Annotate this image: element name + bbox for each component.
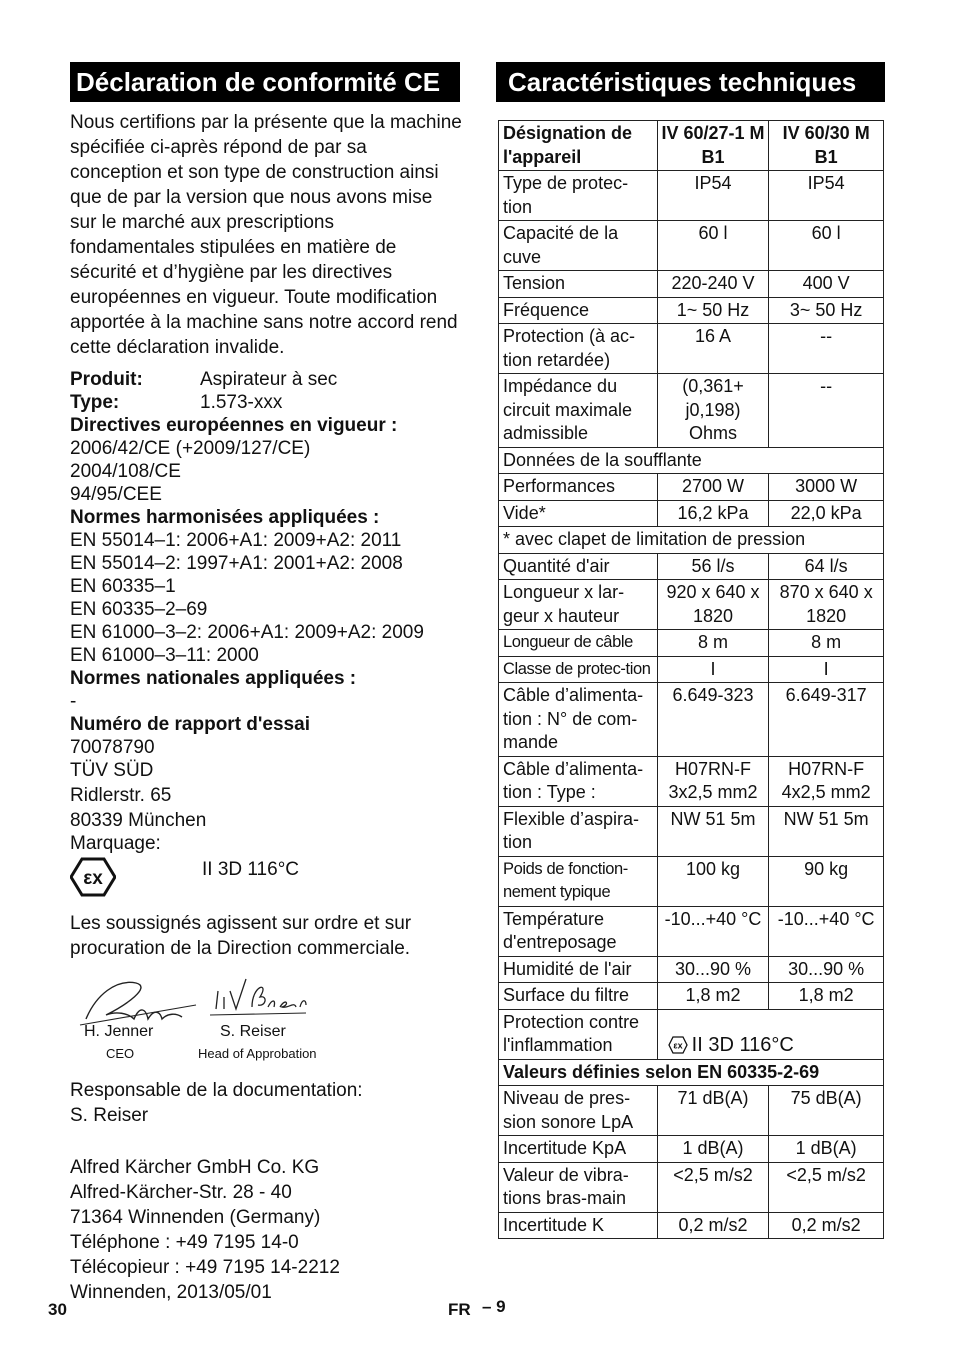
table-label-cell: Protection contre l'inflammation [499, 1009, 658, 1059]
directive-item: 2004/108/CE [70, 461, 181, 482]
table-span-cell: Valeurs définies selon EN 60335-2-69 [499, 1059, 884, 1086]
table-label-cell: Câble d’alimenta-tion : Type : [499, 756, 658, 806]
table-header-cell: IV 60/27-1 M B1 [657, 121, 769, 171]
table-row [499, 1212, 884, 1239]
table-row [499, 1059, 884, 1086]
directive-item: 94/95/CEE [70, 484, 162, 505]
product-value: Aspirateur à sec [200, 369, 338, 390]
ex-hexagon-icon [668, 1036, 688, 1054]
table-value-cell: 3000 W [769, 474, 884, 501]
standard-item: EN 55014–1: 2006+A1: 2009+A2: 2011 [70, 530, 402, 551]
address-line: Winnenden, 2013/05/01 [70, 1282, 272, 1303]
table-label-cell: Surface du filtre [499, 983, 658, 1010]
declaration-title: Déclaration de conformité CE [70, 62, 460, 102]
table-row [499, 1162, 884, 1212]
table-label-cell: Fréquence [499, 297, 658, 324]
table-label-cell: Longueur de câble [499, 630, 658, 657]
table-row [499, 806, 884, 856]
table-value-cell: 60 l [769, 221, 884, 271]
table-value-cell: 16 A [657, 324, 769, 374]
table-value-cell: IP54 [657, 171, 769, 221]
ignition-protection-value: II 3D 116°C [691, 1034, 794, 1056]
table-value-cell: 30...90 % [769, 956, 884, 983]
table-row [499, 500, 884, 527]
table-value-cell: 870 x 640 x 1820 [769, 580, 884, 630]
table-row [499, 856, 884, 906]
table-value-cell: 1,8 m2 [657, 983, 769, 1010]
language-code: FR [448, 1300, 471, 1319]
report-line: Ridlerstr. 65 [70, 785, 172, 806]
report-label: Numéro de rapport d'essai [70, 714, 310, 735]
table-value-cell: 400 V [769, 271, 884, 298]
declaration-column [70, 110, 462, 1305]
table-value-cell: I [657, 656, 769, 683]
table-label-cell: Performances [499, 474, 658, 501]
table-value-cell: H07RN-F 3x2,5 mm2 [657, 756, 769, 806]
type-label: Type: [70, 392, 120, 413]
specs-table [498, 120, 884, 1239]
report-line: TÜV SÜD [70, 760, 154, 781]
table-value-cell: -10...+40 °C [769, 906, 884, 956]
marking-row [70, 857, 462, 901]
table-value-cell: 75 dB(A) [769, 1086, 884, 1136]
table-header-cell: IV 60/30 M B1 [769, 121, 884, 171]
type-row [70, 391, 462, 414]
table-label-cell: Vide* [499, 500, 658, 527]
page-number-right: – 9 [482, 1297, 506, 1316]
page-number-left: 30 [48, 1300, 67, 1319]
table-value-cell: 1,8 m2 [769, 983, 884, 1010]
type-value: 1.573-xxx [200, 392, 283, 413]
table-label-cell: Poids de fonction-nement typique [499, 856, 658, 906]
signatory-role: CEO [106, 1046, 135, 1061]
product-label: Produit: [70, 369, 143, 390]
table-row [499, 324, 884, 374]
table-value-cell: 0,2 m/s2 [769, 1212, 884, 1239]
table-label-cell: Incertitude K [499, 1212, 658, 1239]
table-header-row [499, 121, 884, 171]
report-line: 80339 München [70, 810, 207, 831]
address-line: Téléphone : +49 7195 14-0 [70, 1232, 299, 1253]
doc-person: S. Reiser [70, 1105, 149, 1126]
table-row [499, 906, 884, 956]
table-row [499, 171, 884, 221]
table-value-cell: 1 dB(A) [657, 1136, 769, 1163]
standard-item: EN 61000–3–2: 2006+A1: 2009+A2: 2009 [70, 622, 424, 643]
table-value-cell: 22,0 kPa [769, 500, 884, 527]
table-value-cell: <2,5 m/s2 [657, 1162, 769, 1212]
directive-item: 2006/42/CE (+2009/127/CE) [70, 438, 311, 459]
table-span-cell: * avec clapet de limitation de pression [499, 527, 884, 554]
table-label-cell: Tension [499, 271, 658, 298]
table-value-cell: 0,2 m/s2 [657, 1212, 769, 1239]
table-row [499, 1086, 884, 1136]
table-value-cell: H07RN-F 4x2,5 mm2 [769, 756, 884, 806]
table-row [499, 271, 884, 298]
table-value-cell: <2,5 m/s2 [769, 1162, 884, 1212]
national-value: - [70, 691, 77, 712]
standard-item: EN 61000–3–11: 2000 [70, 645, 259, 666]
table-value-cell: NW 51 5m [657, 806, 769, 856]
table-row [499, 553, 884, 580]
intro-paragraph: Nous certifions par la présente que la machine spécifiée ci-après répond de par sa conception et son type de construction ainsi que de par la version que nous avons mise sur le marché aux prescriptions fondamentales stipulées en matière de sécurité et d’hygiène par les directives européennes en vigueur. Toute modification apportée à la machine sans notre accord rend cette déclaration invalide. [70, 112, 462, 358]
table-row [499, 474, 884, 501]
address-line: Télécopieur : +49 7195 14-2212 [70, 1257, 340, 1278]
table-value-cell: 90 kg [769, 856, 884, 906]
ex-hexagon-icon [70, 857, 116, 897]
table-value-cell: 2700 W [657, 474, 769, 501]
table-header-cell: Désignation de l'appareil [499, 121, 658, 171]
table-label-cell: Température d'entreposage [499, 906, 658, 956]
address-block [70, 1155, 462, 1305]
table-value-cell: -- [769, 324, 884, 374]
signatory-name: H. Jenner [84, 1023, 154, 1040]
table-value-cell: IP54 [769, 171, 884, 221]
table-label-cell: Impédance du circuit maximale admissible [499, 374, 658, 448]
table-value-cell: (0,361+ j0,198) Ohms [657, 374, 769, 448]
table-value-cell: 3~ 50 Hz [769, 297, 884, 324]
table-label-cell: Capacité de la cuve [499, 221, 658, 271]
table-row [499, 297, 884, 324]
address-line: Alfred Kärcher GmbH Co. KG [70, 1157, 320, 1178]
table-label-cell: Niveau de pres-sion sonore LpA [499, 1086, 658, 1136]
table-value-cell: 16,2 kPa [657, 500, 769, 527]
table-value-cell: 1~ 50 Hz [657, 297, 769, 324]
standard-item: EN 60335–1 [70, 576, 176, 597]
signatory-role: Head of Approbation [198, 1046, 317, 1061]
table-row [499, 983, 884, 1010]
table-row [499, 756, 884, 806]
directives-label: Directives européennes en vigueur : [70, 415, 398, 436]
table-value-cell: -10...+40 °C [657, 906, 769, 956]
table-label-cell: Longueur x lar-geur x hauteur [499, 580, 658, 630]
table-label-cell: Câble d’alimenta-tion : N° de com-mande [499, 683, 658, 757]
table-row [499, 1009, 884, 1059]
table-value-cell: 100 kg [657, 856, 769, 906]
table-row [499, 630, 884, 657]
national-label: Normes nationales appliquées : [70, 668, 357, 689]
table-value-cell: -- [769, 374, 884, 448]
ignition-protection-cell [657, 1009, 883, 1059]
table-value-cell: I [769, 656, 884, 683]
table-value-cell: 220-240 V [657, 271, 769, 298]
signatory-name: S. Reiser [220, 1023, 286, 1040]
table-label-cell: Protection (à ac-tion retardée) [499, 324, 658, 374]
table-value-cell: 60 l [657, 221, 769, 271]
table-row [499, 221, 884, 271]
standard-item: EN 55014–2: 1997+A1: 2001+A2: 2008 [70, 553, 403, 574]
table-value-cell: 8 m [657, 630, 769, 657]
signatures [70, 971, 462, 1061]
table-value-cell: NW 51 5m [769, 806, 884, 856]
table-row [499, 374, 884, 448]
svg-text:εx: εx [83, 868, 103, 889]
svg-text:εx: εx [673, 1040, 683, 1051]
harmonised-label: Normes harmonisées appliquées : [70, 507, 380, 528]
address-line: Alfred-Kärcher-Str. 28 - 40 [70, 1182, 292, 1203]
table-value-cell: 71 dB(A) [657, 1086, 769, 1136]
signature-reiser [210, 971, 310, 1021]
table-label-cell: Classe de protec-tion [499, 656, 658, 683]
table-row [499, 447, 884, 474]
table-value-cell: 920 x 640 x 1820 [657, 580, 769, 630]
specs-title: Caractéristiques techniques [496, 62, 885, 102]
table-label-cell: Valeur de vibra-tions bras-main [499, 1162, 658, 1212]
table-value-cell: 56 l/s [657, 553, 769, 580]
table-row [499, 527, 884, 554]
table-value-cell: 30...90 % [657, 956, 769, 983]
signatories-text: Les soussignés agissent sur ordre et sur procuration de la Direction commerciale. [70, 913, 412, 959]
table-row [499, 580, 884, 630]
table-row [499, 656, 884, 683]
doc-label: Responsable de la documentation: [70, 1080, 363, 1101]
table-row [499, 1136, 884, 1163]
table-label-cell: Incertitude KpA [499, 1136, 658, 1163]
table-label-cell: Humidité de l'air [499, 956, 658, 983]
table-value-cell: 6.649-317 [769, 683, 884, 757]
table-label-cell: Flexible d’aspira-tion [499, 806, 658, 856]
marking-value: II 3D 116°C [202, 859, 300, 880]
table-value-cell: 64 l/s [769, 553, 884, 580]
standard-item: EN 60335–2–69 [70, 599, 208, 620]
marking-label: Marquage: [70, 833, 161, 854]
table-row [499, 956, 884, 983]
report-line: 70078790 [70, 737, 155, 758]
address-line: 71364 Winnenden (Germany) [70, 1207, 321, 1228]
table-row [499, 683, 884, 757]
table-value-cell: 6.649-323 [657, 683, 769, 757]
table-label-cell: Type de protec-tion [499, 171, 658, 221]
table-span-cell: Données de la soufflante [499, 447, 884, 474]
table-label-cell: Quantité d'air [499, 553, 658, 580]
product-row [70, 368, 462, 391]
table-value-cell: 1 dB(A) [769, 1136, 884, 1163]
table-value-cell: 8 m [769, 630, 884, 657]
